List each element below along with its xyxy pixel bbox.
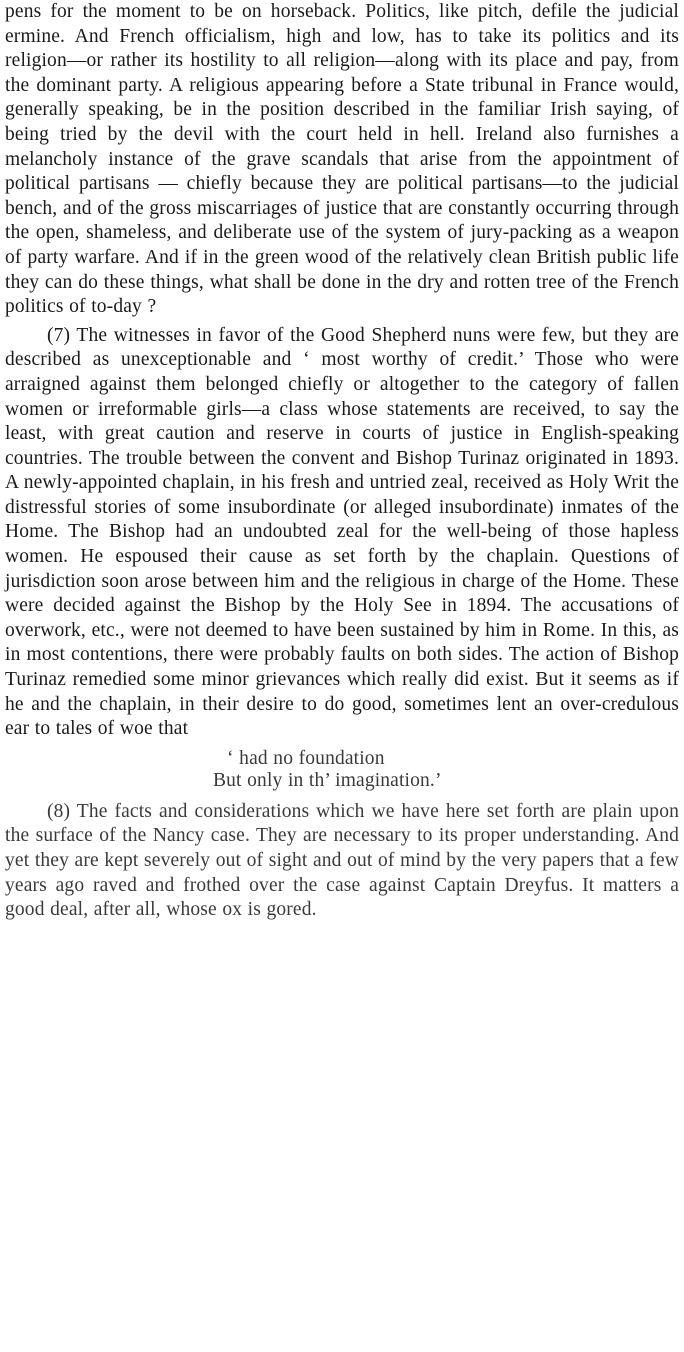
verse-line-2: But only in th’ imagination.’	[213, 769, 442, 791]
paragraph-politics-continuation: pens for the moment to be on horseback. Politics, like pitch, defile the judicial ermine. And French officialism, high and low, has to take its politics and its religion—or rather its hostility to all religion—along with its place and pay, from the dominant party. A religious appearing before a State tribunal in France would, generally speaking, be in the position described in the familiar Irish saying, of being tried by the devil with the court held in hell. Ireland also furnishes a melancholy instance of the grave scandals that arise from the appointment of political partisans — chiefly because they are political partisans—to the judicial bench, and of the gross miscarriages of justice that are constantly occurring through the open, shameless, and deliberate use of the system of jury-packing as a weapon of party warfare. And if in the green wood of the relatively clean British public life they can do these things, what shall be done in the dry and rotten tree of the French politics of to-day ?	[5, 1, 679, 318]
verse-line-1: ‘ had no foundation	[227, 747, 385, 769]
paragraph-section-7: (7) The witnesses in favor of the Good Shepherd nuns were few, but they are described as unexceptionable and ‘ most worthy of credit.’ Those who were arraigned against them belonged chiefly or altogether to the category of fallen women or irreformable girls—a class whose statements are received, to say the least, with great caution and reserve in courts of justice in English-speaking countries. The trouble between the convent and Bishop Turinaz originated in 1893. A newly-appointed chaplain, in his fresh and untried zeal, received as Holy Writ the distressful stories of some insubordinate (or alleged insubordinate) inmates of the Home. The Bishop had an undoubted zeal for the well-being of those hapless women. He espoused their cause as set forth by the chaplain. Questions of jurisdiction soon arose between him and the religious in charge of the Home. These were decided against the Bishop by the Holy See in 1894. The accusations of overwork, etc., were not deemed to have been sustained by him in Rome. In this, as in most contentions, there were probably faults on both sides. The action of Bishop Turinaz remedied some minor grievances which really did exist. But it seems as if he and the chaplain, in their desire to do good, sometimes lent an over-credulous ear to tales of woe that	[5, 324, 679, 740]
paragraph-section-8: (8) The facts and considerations which we have here set forth are plain upon the surface of the Nancy case. They are necessary to its proper understanding. And yet they are kept severely out of sight and out of mind by the very papers that a few years ago raved and frothed over the case against Captain Dreyfus. It matters a good deal, after all, whose ox is gored.	[5, 800, 679, 921]
document-page	[5, 0, 679, 923]
verse-quotation	[5, 748, 679, 792]
